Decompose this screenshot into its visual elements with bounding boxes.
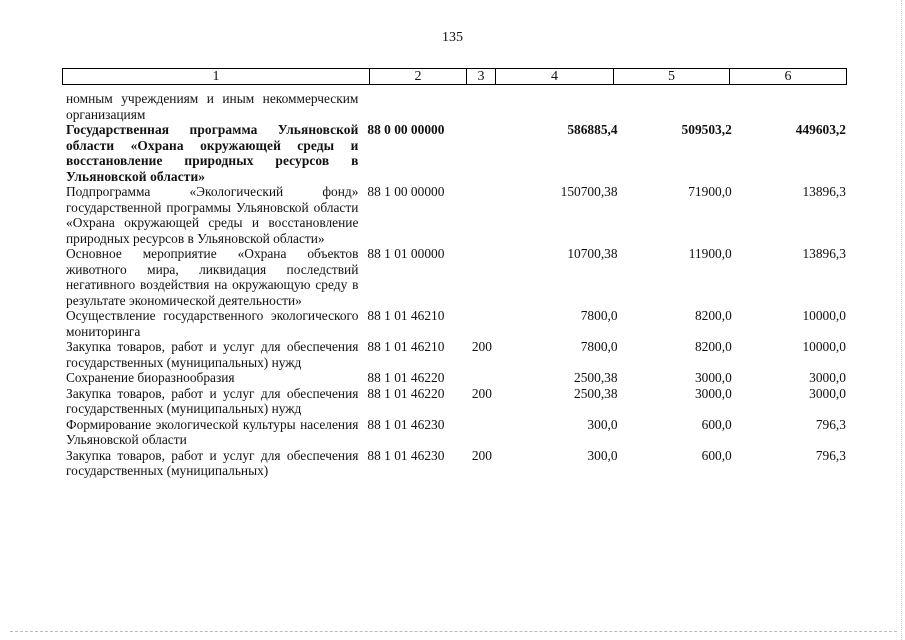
row-code: 88 1 01 46220: [367, 370, 445, 385]
table-header: [62, 68, 847, 85]
row-value-6: 13896,3: [802, 246, 846, 261]
table-row: [66, 339, 846, 370]
table-row: [66, 184, 846, 246]
row-name: Формирование экологической культуры населения Ульяновской области: [66, 416, 359, 447]
row-name: Государственная программа Ульяновской области «Охрана окружающей среды и восстановление природных ресурсов в Ульяновской области»: [66, 122, 359, 184]
table-row: [66, 417, 846, 448]
row-code: 88 1 01 00000: [367, 246, 445, 261]
row-vr: 200: [471, 339, 492, 354]
row-name: Основное мероприятие «Охрана объектов животного мира, ликвидация последствий негативного воздействия на окружающую среду в результате экономической деятельности»: [66, 246, 359, 308]
table-body: [66, 91, 846, 479]
row-value-6: 449603,2: [795, 122, 846, 137]
row-value-5: 3000,0: [694, 385, 732, 401]
row-value-5: 11900,0: [688, 246, 732, 261]
row-value-4: 2500,38: [574, 385, 618, 401]
row-value-6: 10000,0: [802, 308, 846, 323]
row-name: Закупка товаров, работ и услуг для обеспечения государственных (муниципальных) нужд: [66, 339, 359, 370]
row-value-6: 3000,0: [809, 385, 846, 401]
row-value-4: 300,0: [587, 416, 618, 432]
row-value-4: 300,0: [587, 447, 618, 463]
row-value-4: 10700,38: [567, 246, 618, 261]
row-value-4: 2500,38: [574, 370, 618, 385]
row-name: Сохранение биоразнообразия: [66, 370, 235, 385]
row-vr: 200: [471, 447, 492, 463]
row-code: 88 1 01 46230: [367, 416, 445, 432]
header-col-5: 5: [614, 69, 730, 84]
page-number: 135: [442, 30, 463, 45]
row-name: Осуществление государственного экологического мониторинга: [66, 308, 359, 339]
row-value-4: 150700,38: [560, 184, 618, 199]
row-code: 88 1 01 46210: [367, 308, 445, 323]
row-value-6: 10000,0: [802, 339, 846, 354]
row-value-6: 3000,0: [809, 370, 846, 385]
row-value-4: 586885,4: [567, 122, 618, 137]
header-col-1: 1: [63, 69, 370, 84]
row-vr: 200: [471, 385, 492, 401]
row-value-5: 8200,0: [694, 339, 732, 354]
row-value-5: 509503,2: [681, 122, 732, 137]
row-name: Закупка товаров, работ и услуг для обеспечения государственных (муниципальных) нужд: [66, 385, 359, 416]
row-name: номным учреждениям и иным некоммерческим организациям: [66, 91, 359, 122]
row-code: 88 1 01 46210: [367, 339, 445, 354]
table-row: [66, 122, 846, 184]
header-col-3: 3: [467, 69, 496, 84]
table-row: [66, 91, 846, 122]
scan-edge-right: [900, 0, 902, 640]
row-name: Закупка товаров, работ и услуг для обеспечения государственных (муниципальных): [66, 447, 359, 478]
table-row: [66, 246, 846, 308]
row-value-4: 7800,0: [580, 339, 618, 354]
row-value-5: 3000,0: [694, 370, 732, 385]
row-value-6: 796,3: [815, 416, 846, 432]
header-col-2: 2: [370, 69, 467, 84]
row-value-5: 600,0: [701, 416, 732, 432]
table-row: [66, 386, 846, 417]
header-col-4: 4: [496, 69, 614, 84]
table-row: [66, 448, 846, 479]
row-value-4: 7800,0: [580, 308, 618, 323]
scan-edge-bottom: [10, 630, 897, 632]
row-code: 88 1 01 46220: [367, 385, 445, 401]
row-code: 88 1 00 00000: [367, 184, 445, 199]
row-value-5: 71900,0: [688, 184, 732, 199]
row-code: 88 1 01 46230: [367, 447, 445, 463]
row-name: Подпрограмма «Экологический фонд» государственной программы Ульяновской области «Охрана окружающей среды и восстановление природных ресурсов в Ульяновской области»: [66, 184, 359, 246]
row-value-5: 8200,0: [694, 308, 732, 323]
row-value-5: 600,0: [701, 447, 732, 463]
row-value-6: 796,3: [815, 447, 846, 463]
header-col-6: 6: [784, 69, 792, 84]
row-value-6: 13896,3: [802, 184, 846, 199]
row-code: 88 0 00 00000: [367, 122, 445, 137]
table-row: [66, 308, 846, 339]
table-row: [66, 370, 846, 386]
